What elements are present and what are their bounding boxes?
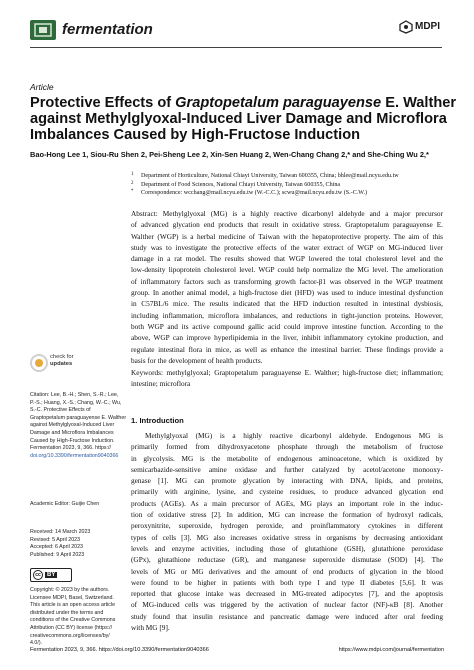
affiliations xyxy=(131,172,451,198)
publisher-logo xyxy=(399,18,440,36)
abstract: Abstract: Methylglyoxal (MG) is a highly reactive dicarbonyl aldehyde and a major precursor of advanced glycation end products that result in oxidative stress. Graptopetalum paraguayense E. Walther (WGP) is a herbal medicine of Taiwan with the hepatoprotective property. The aim of this study was to investigate the protective effects of the water extract of WGP on MG-induced liver damage in a rat model. The results showed that WGP lowered the total cholesterol level and the low-density lipoprotein cholesterol level. WGP could help normalize the MG level. The amelioration of inflammatory factors such as transforming growth factor-β1 was observed in the WGP treatment group. In another animal model, a high-fructose diet (HFD) was used to induce intestinal dysfunction in C57BL/6 mice. The results indicated that the HFD induction resulted in intestinal dysbiosis, including inflammation, microflora imbalances, and reductions in tight-junction proteins. However, both WGP and its active compound gallic acid could improve intestine function. According to the above, WGP can improve hyperlipidemia in the liver, inhibit inflammatory cytokine production, and regulate intestinal flora in mice, as well as enhance the intestinal barrier. These findings provide a basis for the development of health products. xyxy=(131,209,443,365)
keywords: Keywords: methylglyoxal; Graptopetalum paraguayense E. Walther; high-fructose diet; inflammation; intestine; microflora xyxy=(131,368,443,389)
affiliation: * Correspondence: wcchang@mail.ncyu.edu.tw (W.-C.C.); scwu@mail.ncyu.edu.tw (S.-C.W.) xyxy=(131,189,368,197)
publisher-name: MDPI xyxy=(415,21,440,33)
by-icon: BY xyxy=(47,572,56,578)
journal-logo-icon xyxy=(30,20,56,40)
article-title xyxy=(30,95,457,143)
cc-license-logo[interactable] xyxy=(30,568,72,582)
footer-journal-link[interactable]: https://www.mdpi.com/journal/fermentation xyxy=(338,647,444,653)
section-heading: 1. Introduction xyxy=(131,416,184,425)
affiliation: 2 Department of Food Sciences, National Chiayi University, Taiwan 600355, China xyxy=(131,180,341,188)
citation-block: Citation: Lee, B.-H.; Shen, S.-R.; Lee, P.-S.; Huang, X.-S.; Chang, W.-C.; Wu, S.-C. Protective Effects of Graptopetalum paraguayense E. Walther against Methylglyoxal-Induced Liver Damage and Microflora Imbalances Caused by High-Fructose Induction. Fermentation 2023, 9, 366. https:// doi.org/10.3390/fermentation9040366 xyxy=(30,392,127,459)
academic-editor: Academic Editor: Guijie Chen xyxy=(30,501,100,507)
doi-link[interactable]: doi.org/10.3390/fermentation9040366 xyxy=(30,452,119,459)
header-divider xyxy=(30,47,442,48)
title-line: Imbalances Caused by High-Fructose Induction xyxy=(30,127,361,143)
check-updates-line: updates xyxy=(50,360,73,367)
footer-citation: Fermentation 2023, 9, 366. https://doi.org/10.3390/fermentation9040366 xyxy=(30,647,209,653)
title-line: Protective Effects of Graptopetalum paraguayense E. Walther xyxy=(30,95,457,111)
affiliation: 1 Department of Horticulture, National Chiayi University, Taiwan 600355, China; bhlee@mail.ncyu.edu.tw xyxy=(131,172,399,179)
article-dates: Received: 14 March 2023 Revised: 5 April 2023 Accepted: 6 April 2023 Published: 9 April 2023 xyxy=(30,529,91,558)
journal-logo xyxy=(30,20,56,40)
check-updates-icon xyxy=(30,354,48,372)
title-species: Graptopetalum paraguayense xyxy=(175,95,382,111)
journal-name: fermentation xyxy=(62,21,153,38)
article-type: Article xyxy=(30,82,54,92)
author-list: Bao-Hong Lee 1, Siou-Ru Shen 2, Pei-Sheng Lee 2, Xin-Sen Huang 2, Wen-Chang Chang 2,* and She-Ching Wu 2,* xyxy=(30,150,429,159)
copyright-notice: Copyright: © 2023 by the authors. Licensee MDPI, Basel, Switzerland. This article is an open access article distributed under the terms and conditions of the Creative Commons Attribution (CC BY) license (https:// creativecommons.org/licenses/by/ 4.0/). xyxy=(30,587,116,647)
cc-icon: cc xyxy=(33,570,43,580)
mdpi-icon xyxy=(399,20,413,34)
title-line: against Methylglyoxal-Induced Liver Damage and Microflora xyxy=(30,111,447,127)
introduction-text: Methylglyoxal (MG) is a highly reactive dicarbonyl aldehyde. Endogenous MG is primarily formed from dihydroxyacetone phosphate through the metabolism of fructose in glycolysis. MG is the metabolite of endogenous aminoacetone, which is oxidized by semicarbazide-sensitive amine oxidase and further catalyzed by acetol/acetone monooxy- genase [1]. MG can promote glycation by interacting with DNA, lipids, and proteins, primarily with arginine, lysine, and cysteine residues, to produce advanced glycation end products (AGEs). As a main precursor of AGEs, MG plays an important role in the induc- tion of oxidative stress [2]. In addition, MG can increase the formation of hydroxyl radicals, peroxynitrite, superoxide, hydrogen peroxide, and proinflammatory cytokines in different types of cells [3]. MG also increases oxidative stress in organisms by decreasing antioxidant levels and enzyme activities, including those of glutathione (GSH), glutathione peroxidase (GPx), glutathione reductase (GR), and manganese superoxide dismutase (SOD) [4]. The levels of MG or MG derivatives and the amount of end products of glycation in the blood were found to be higher in patients with both type I and type II diabetes [5,6]. It was reported that glucose intake was decreased in MG-treated adipocytes [7], and the apoptosis of MG-induced cells was triggered by the activation of nuclear factor (NF)-κB [8]. Another study found that insulin resistance and pancreatic damage were induced after oral feeding with MG [9]. xyxy=(131,431,443,633)
check-updates-line: check for xyxy=(50,354,74,360)
check-for-updates-badge[interactable] xyxy=(30,354,74,382)
